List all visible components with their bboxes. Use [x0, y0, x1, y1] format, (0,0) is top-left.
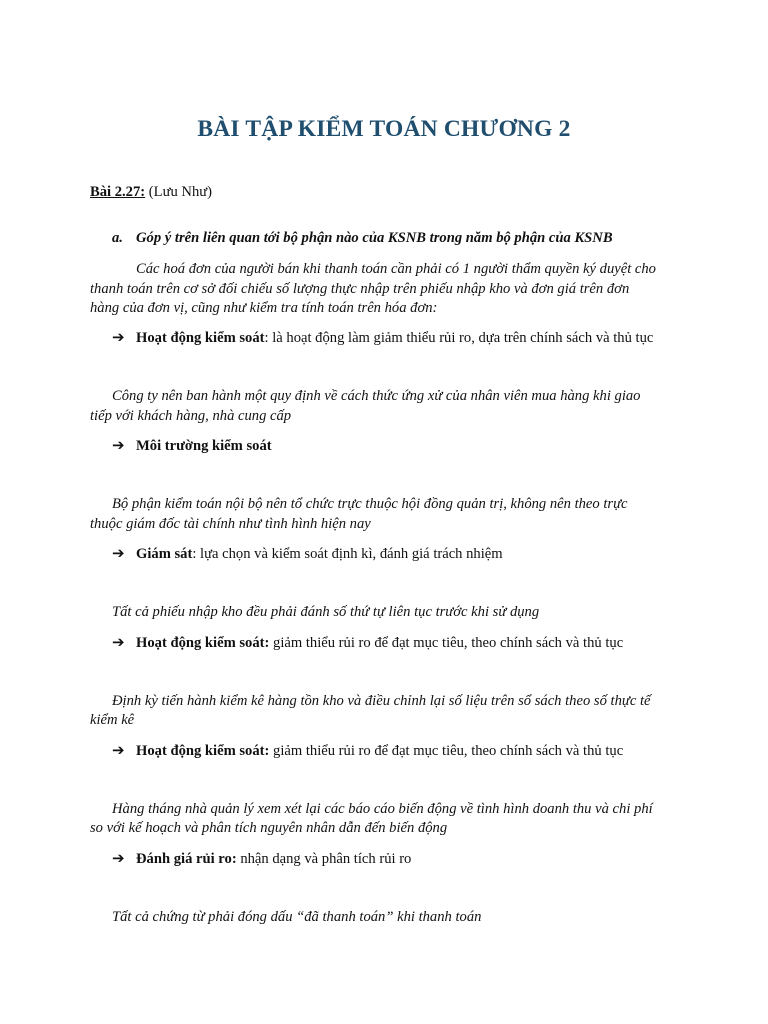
- situation-6-line-1: Hàng tháng nhà quản lý xem xét lại các báo cáo biến động về tình hình doanh thu và chi phí: [112, 801, 653, 817]
- situation-1-line-1: Các hoá đơn của người bán khi thanh toán cần phải có 1 người thẩm quyền ký duyệt cho: [136, 261, 656, 277]
- component-explanation: : là hoạt động làm giảm thiểu rủi ro, dựa trên chính sách và thủ tục: [264, 330, 654, 346]
- component-name: Môi trường kiểm soát: [136, 438, 272, 454]
- arrow-right-icon: ➔: [112, 741, 125, 759]
- situation-3-line-2: thuộc giám đốc tài chính như tình hình hiện nay: [90, 516, 371, 532]
- conclusion-4: [112, 633, 623, 654]
- arrow-right-icon: ➔: [112, 544, 125, 562]
- situation-2-line-1: Công ty nên ban hành một quy định về cách thức ứng xử của nhân viên mua hàng khi giao: [112, 388, 641, 404]
- situation-2-line-2: tiếp với khách hàng, nhà cung cấp: [90, 408, 292, 424]
- component-explanation: nhận dạng và phân tích rủi ro: [236, 851, 412, 867]
- component-explanation: giảm thiểu rủi ro để đạt mục tiêu, theo chính sách và thủ tục: [269, 743, 624, 759]
- arrow-right-icon: ➔: [112, 849, 125, 867]
- conclusion-1: [112, 328, 653, 349]
- conclusion-3: [112, 544, 503, 565]
- question-marker: a.: [112, 230, 123, 246]
- conclusion-2: [112, 436, 272, 457]
- conclusion-5: [112, 741, 623, 762]
- situation-1-line-2: thanh toán trên cơ sở đối chiếu số lượng thực nhập trên phiếu nhập kho và đơn giá trên đơn: [90, 281, 630, 297]
- situation-6-line-2: so với kế hoạch và phân tích nguyên nhân dẫn đến biến động: [90, 820, 448, 836]
- exercise-label: Bài 2.27:: [90, 184, 146, 200]
- question-text: Góp ý trên liên quan tới bộ phận nào của KSNB trong năm bộ phận của KSNB: [136, 230, 613, 246]
- arrow-right-icon: ➔: [112, 328, 125, 346]
- arrow-right-icon: ➔: [112, 436, 125, 454]
- situation-4-line-1: Tất cả phiếu nhập kho đều phải đánh số thứ tự liên tục trước khi sử dụng: [112, 604, 540, 620]
- exercise-heading: [90, 183, 680, 203]
- component-name: Đánh giá rủi ro:: [136, 851, 237, 867]
- component-name: Hoạt động kiểm soát:: [136, 743, 270, 759]
- component-name: Giám sát: [136, 546, 193, 562]
- component-name: Hoạt động kiểm soát:: [136, 635, 270, 651]
- component-explanation: giảm thiểu rủi ro để đạt mục tiêu, theo chính sách và thủ tục: [269, 635, 624, 651]
- document-title: BÀI TẬP KIỂM TOÁN CHƯƠNG 2: [197, 116, 571, 142]
- situation-7-line-1: Tất cả chứng từ phải đóng dấu “đã thanh toán” khi thanh toán: [112, 909, 482, 925]
- exercise-note: (Lưu Như): [145, 184, 213, 200]
- arrow-right-icon: ➔: [112, 633, 125, 651]
- component-explanation: : lựa chọn và kiểm soát định kì, đánh giá trách nhiệm: [192, 546, 503, 562]
- situation-5-line-2: kiểm kê: [90, 712, 135, 728]
- component-name: Hoạt động kiểm soát: [136, 330, 265, 346]
- situation-5-line-1: Định kỳ tiến hành kiểm kê hàng tồn kho và điều chỉnh lại số liệu trên sổ sách theo số thực tế: [112, 693, 651, 709]
- conclusion-6: [112, 849, 411, 870]
- question-a: [112, 230, 613, 247]
- situation-3-line-1: Bộ phận kiểm toán nội bộ nên tổ chức trực thuộc hội đồng quản trị, không nên theo trực: [112, 496, 628, 512]
- situation-1-line-3: hàng của đơn vị, cũng như kiểm tra tính toán trên hóa đơn:: [90, 300, 438, 316]
